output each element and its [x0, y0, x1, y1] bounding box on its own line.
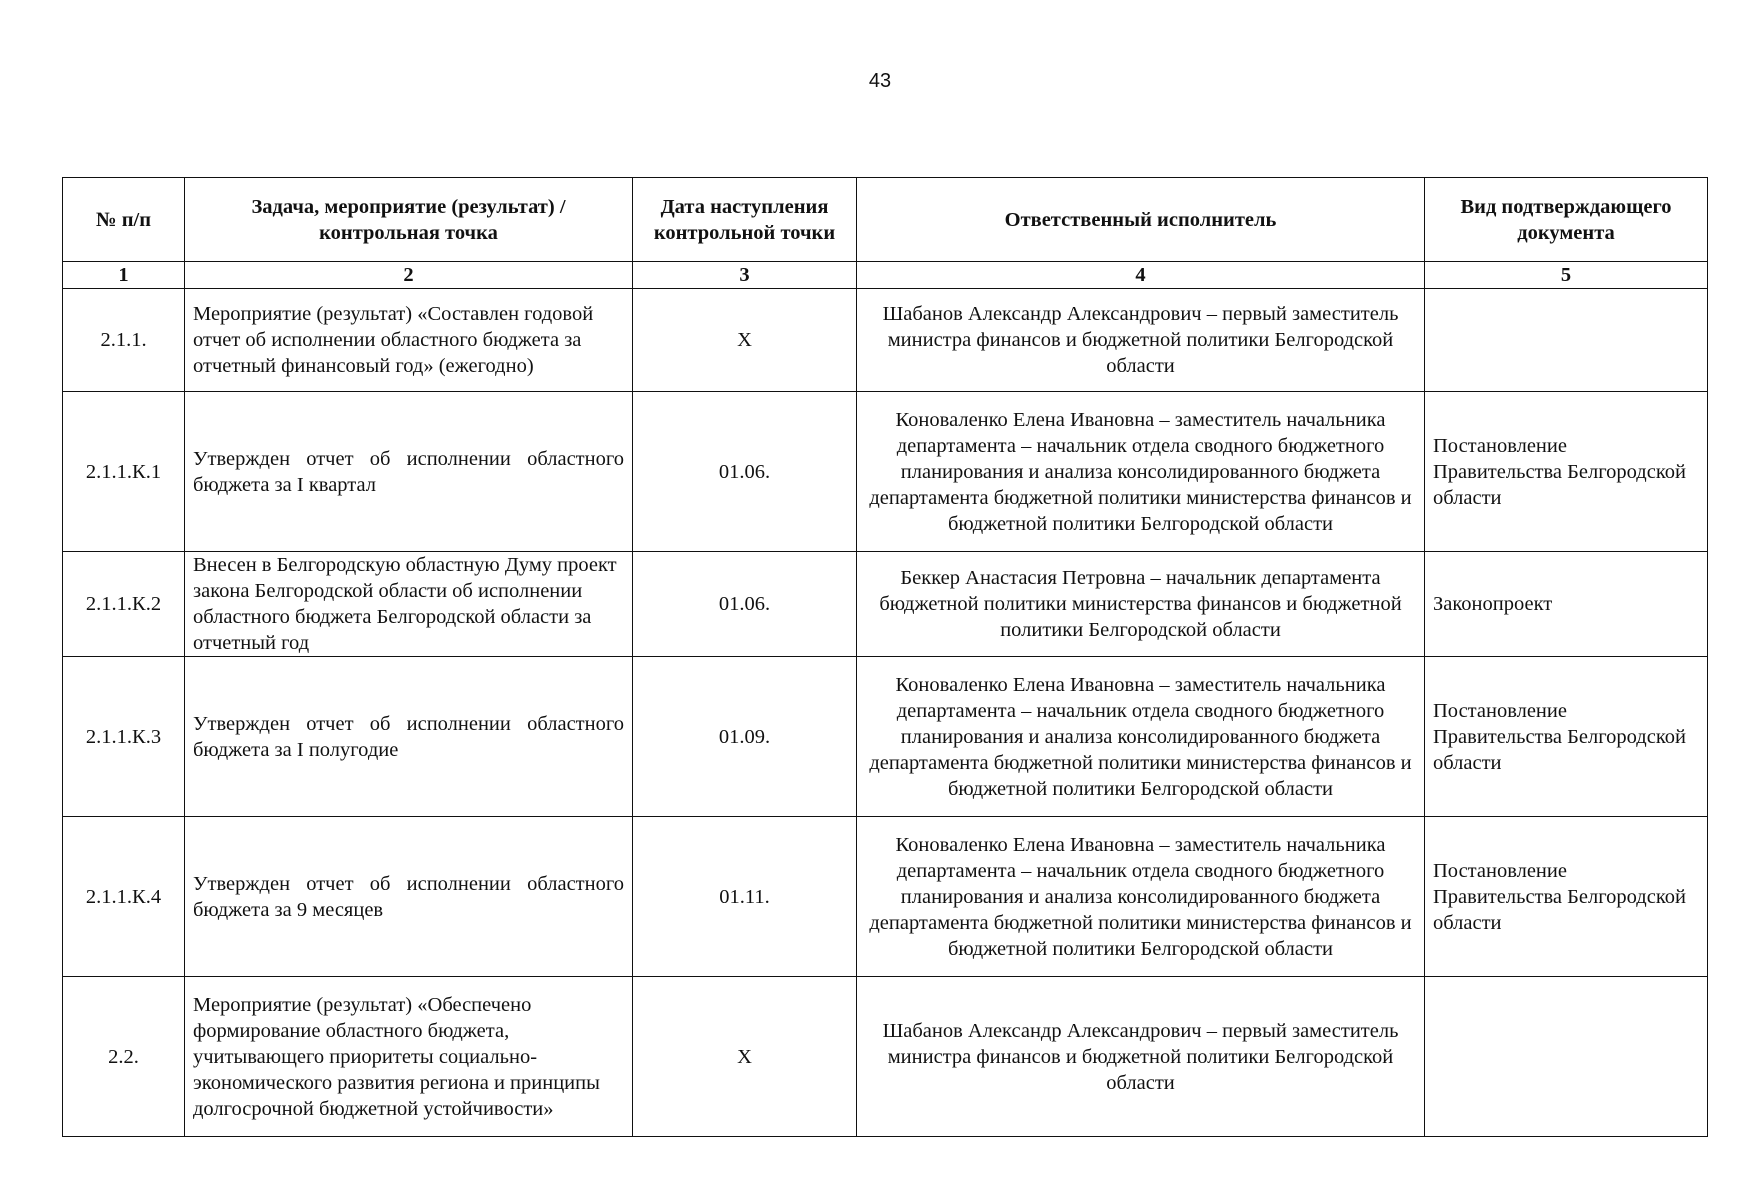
row-executor: Шабанов Александр Александрович – первый заместитель министра финансов и бюджетной политики Белгородской области: [857, 289, 1425, 392]
row-date: 01.11.: [633, 817, 857, 977]
row-task: Утвержден отчет об исполнении областного бюджета за I полугодие: [185, 657, 633, 817]
row-id: 2.1.1.К.1: [63, 392, 185, 552]
row-date: X: [633, 977, 857, 1137]
column-number: 3: [633, 262, 857, 289]
table-row: [63, 977, 1708, 1137]
row-task: Мероприятие (результат) «Обеспечено формирование областного бюджета, учитывающего приоритеты социально-экономического развития региона и принципы долгосрочной бюджетной устойчивости»: [185, 977, 633, 1137]
row-date: 01.06.: [633, 552, 857, 657]
column-number: 5: [1425, 262, 1708, 289]
row-id: 2.2.: [63, 977, 185, 1137]
header-executor: Ответственный исполнитель: [857, 178, 1425, 262]
table-row: [63, 657, 1708, 817]
row-document: Постановление Правительства Белгородской области: [1425, 657, 1708, 817]
row-document: Законопроект: [1425, 552, 1708, 657]
row-task: Внесен в Белгородскую областную Думу проект закона Белгородской области об исполнении областного бюджета Белгородской области за отчетный год: [185, 552, 633, 657]
row-id: 2.1.1.: [63, 289, 185, 392]
row-executor: Коноваленко Елена Ивановна – заместитель начальника департамента – начальник отдела сводного бюджетного планирования и анализа консолидированного бюджета департамента бюджетной политики министерства финансов и бюджетной политики Белгородской области: [857, 392, 1425, 552]
table-row: [63, 552, 1708, 657]
table-row: [63, 817, 1708, 977]
header-document: Вид подтверждающего документа: [1425, 178, 1708, 262]
row-id: 2.1.1.К.4: [63, 817, 185, 977]
row-executor: Беккер Анастасия Петровна – начальник департамента бюджетной политики министерства финансов и бюджетной политики Белгородской области: [857, 552, 1425, 657]
header-row: [63, 178, 1708, 262]
row-date: 01.06.: [633, 392, 857, 552]
row-document: [1425, 289, 1708, 392]
header-date: Дата наступления контрольной точки: [633, 178, 857, 262]
control-points-table: [62, 177, 1708, 1137]
row-document: [1425, 977, 1708, 1137]
row-document: Постановление Правительства Белгородской области: [1425, 392, 1708, 552]
row-id: 2.1.1.К.2: [63, 552, 185, 657]
row-task: Утвержден отчет об исполнении областного бюджета за I квартал: [185, 392, 633, 552]
row-id: 2.1.1.К.3: [63, 657, 185, 817]
header-number: № п/п: [63, 178, 185, 262]
table-row: [63, 392, 1708, 552]
column-number: 1: [63, 262, 185, 289]
header-task: Задача, мероприятие (результат) / контрольная точка: [185, 178, 633, 262]
table-row: [63, 289, 1708, 392]
row-executor: Коноваленко Елена Ивановна – заместитель начальника департамента – начальник отдела сводного бюджетного планирования и анализа консолидированного бюджета департамента бюджетной политики министерства финансов и бюджетной политики Белгородской области: [857, 657, 1425, 817]
row-task: Мероприятие (результат) «Составлен годовой отчет об исполнении областного бюджета за отчетный финансовый год» (ежегодно): [185, 289, 633, 392]
column-number: 2: [185, 262, 633, 289]
row-executor: Шабанов Александр Александрович – первый заместитель министра финансов и бюджетной политики Белгородской области: [857, 977, 1425, 1137]
page-number: 43: [868, 70, 892, 92]
row-date: X: [633, 289, 857, 392]
row-date: 01.09.: [633, 657, 857, 817]
column-number-row: [63, 262, 1708, 289]
row-document: Постановление Правительства Белгородской области: [1425, 817, 1708, 977]
column-number: 4: [857, 262, 1425, 289]
row-task: Утвержден отчет об исполнении областного бюджета за 9 месяцев: [185, 817, 633, 977]
row-executor: Коноваленко Елена Ивановна – заместитель начальника департамента – начальник отдела сводного бюджетного планирования и анализа консолидированного бюджета департамента бюджетной политики министерства финансов и бюджетной политики Белгородской области: [857, 817, 1425, 977]
